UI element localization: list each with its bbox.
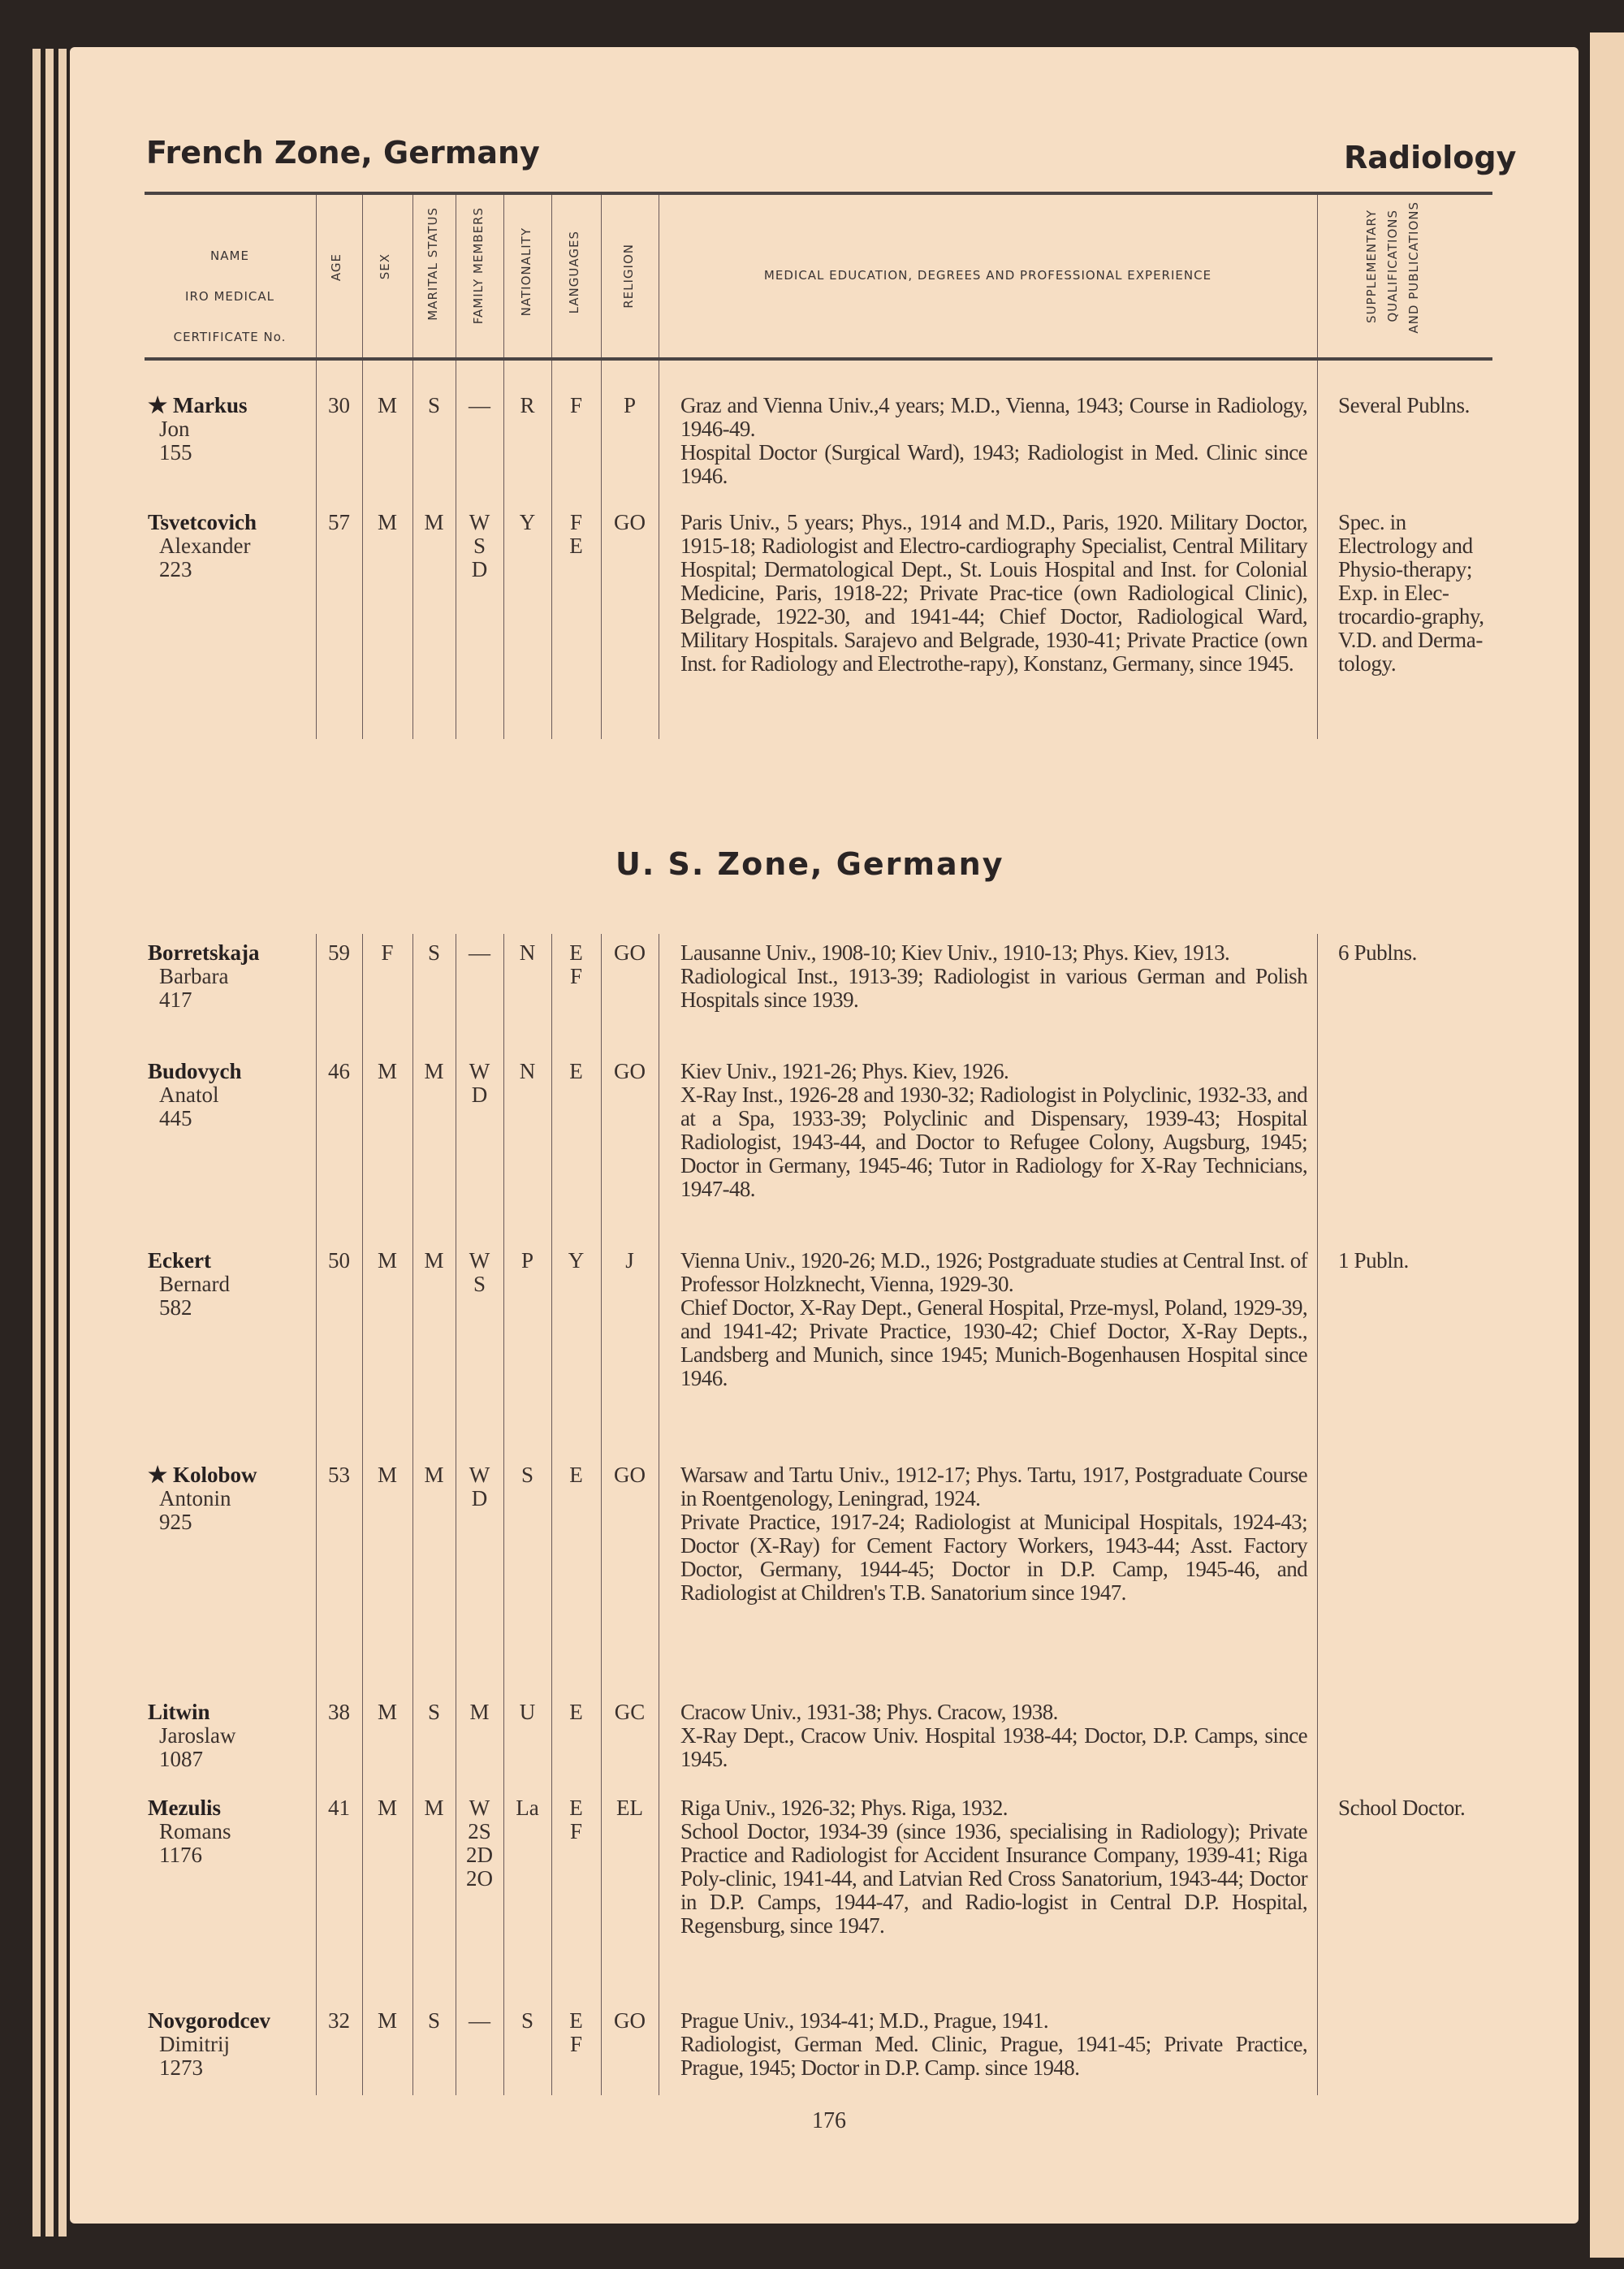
subject-title: Radiology [1344,140,1517,175]
experience-paragraph: Vienna Univ., 1920-26; M.D., 1926; Postgraduate studies at Central Inst. of Professor Holzknecht, Vienna, 1929-30. [680,1248,1307,1296]
family-value: W [469,1463,490,1487]
cell-family [456,941,503,965]
column-header-languages: LANGUAGES [567,231,581,314]
given-name: Jaroslaw [159,1723,236,1748]
age-value: 41 [328,1796,350,1820]
languages-value: E [569,1059,583,1083]
age-value: 50 [328,1248,350,1273]
languages-value: E [569,1700,583,1724]
languages-value: E [569,940,583,965]
family-value: 2D [466,1843,493,1867]
cell-languages [551,1796,601,1843]
cell-sex [362,1060,412,1083]
cell-religion [601,1701,659,1724]
religion-value: GO [614,2008,646,2033]
cell-nationality [503,1060,551,1083]
cell-marital [412,1060,456,1083]
header-rule-bottom [145,357,1492,361]
column-header-sup-1: SUPPLEMENTARY [1364,210,1379,323]
column-header-family: FAMILY MEMBERS [471,207,486,325]
age-value: 59 [328,940,350,965]
cell-marital [412,394,456,417]
cell-family [456,1060,503,1107]
column-header-sex: SEX [378,253,392,280]
column-header-sup-2: QUALIFICATIONS [1385,210,1400,322]
family-value: S [473,1272,486,1296]
family-value: W [469,1059,490,1083]
column-divider [551,934,552,2095]
religion-value: GC [614,1700,646,1724]
cell-religion [601,394,659,417]
cell-nationality [503,1463,551,1487]
sex-value: M [377,1700,397,1724]
cell-religion [601,2009,659,2033]
languages-value: F [569,393,583,417]
nationality-value: U [519,1700,536,1724]
family-value: 2O [466,1866,493,1891]
section-title: U. S. Zone, Germany [615,846,1004,882]
header-rule-top [145,192,1492,195]
column-header-sup-3: AND PUBLICATIONS [1406,201,1421,334]
cell-religion [601,1249,659,1273]
cell-sex [362,1249,412,1273]
given-name: Barbara [159,964,229,988]
zone-title: French Zone, Germany [146,135,540,171]
sex-value: M [377,2008,397,2033]
religion-value: GO [614,1059,646,1083]
experience-text [680,1463,1307,1605]
surname: ★ Kolobow [148,1463,257,1487]
entry-name [148,2009,310,2080]
cell-marital [412,941,456,965]
languages-value: F [569,510,583,534]
marital-value: M [424,1796,444,1820]
column-header-religion: RELIGION [621,244,636,309]
nationality-value: R [520,393,535,417]
sex-value: M [377,393,397,417]
marital-value: M [424,1059,444,1083]
cell-religion [601,1060,659,1083]
certificate-number: 1273 [159,2055,203,2080]
page-edge [58,49,67,2237]
experience-paragraph: Lausanne Univ., 1908-10; Kiev Univ., 1910-13; Phys. Kiev, 1913. [680,940,1230,965]
age-value: 53 [328,1463,350,1487]
cell-languages [551,941,601,988]
cell-age [316,1796,362,1820]
cell-nationality [503,2009,551,2033]
cell-age [316,1463,362,1487]
experience-text [680,1796,1307,1938]
cell-sex [362,1701,412,1724]
next-page-edge [1590,32,1624,2258]
sex-value: M [377,1248,397,1273]
family-value: W [469,510,490,534]
entry-name [148,1701,310,1771]
column-divider [316,934,317,2095]
column-divider [362,934,363,2095]
column-header-name [145,236,315,357]
cell-languages [551,1249,601,1273]
religion-value: J [625,1248,634,1273]
name-label: NAME [210,249,249,263]
entry-name [148,941,310,1012]
languages-value: E [569,534,583,558]
family-value: — [469,2008,490,2033]
sex-value: M [377,1463,397,1487]
cell-family [456,1701,503,1724]
experience-paragraph: Kiev Univ., 1921-26; Phys. Kiev, 1926. [680,1059,1009,1083]
given-name: Anatol [159,1083,219,1107]
nationality-value: P [520,1248,534,1273]
supplementary-text: Several Publns. [1338,393,1470,417]
surname: Novgorodcev [148,2008,270,2033]
certificate-number: 445 [159,1106,192,1130]
cell-age [316,1249,362,1273]
cell-religion [601,511,659,534]
entry-name [148,1060,310,1130]
experience-paragraph: Radiological Inst., 1913-39; Radiologist in various German and Polish Hospitals since 1939. [680,964,1307,1012]
marital-value: M [424,1248,444,1273]
family-value: 2S [468,1819,491,1843]
given-name: Jon [159,417,190,441]
surname: Tsvetcovich [148,510,257,534]
certificate-number: 223 [159,557,192,581]
given-name: Bernard [159,1272,230,1296]
entry-name [148,1249,310,1320]
experience-text [680,2009,1307,2080]
cell-nationality [503,1701,551,1724]
cell-family [456,394,503,417]
column-divider [601,934,602,2095]
certificate-number: 925 [159,1510,192,1534]
supplementary-text: Spec. in Electrology and Physio-therapy; Exp. in Elec-trocardio-graphy, V.D. and Derma-tology. [1338,510,1484,676]
family-value: D [471,557,488,581]
entry-name [148,1463,310,1534]
marital-value: S [427,393,441,417]
page-edge [45,49,54,2237]
column-divider [412,934,413,2095]
cell-marital [412,1463,456,1487]
surname: Litwin [148,1700,210,1724]
cell-nationality [503,941,551,965]
certificate-number: 1176 [159,1843,202,1867]
experience-paragraph: Riga Univ., 1926-32; Phys. Riga, 1932. [680,1796,1008,1820]
experience-text [680,511,1307,676]
certificate-number: 417 [159,988,192,1012]
cell-nationality [503,1796,551,1820]
family-value: M [469,1700,490,1724]
experience-paragraph: X-Ray Inst., 1926-28 and 1930-32; Radiologist in Polyclinic, 1932-33, and at a Spa, 1933-39; Polyclinic and Dispensary, 1939-43; Hospital Radiologist, 1943-44, and Doctor to Refugee Colony, Augsburg, 1945; Doctor in Germany, 1945-46; Tutor in Radiology for X-Ray Technicians, 1947-48. [680,1083,1307,1201]
column-divider [316,195,317,357]
cell-languages [551,1463,601,1487]
family-value: — [469,393,490,417]
experience-text [680,1060,1307,1201]
experience-paragraph: Chief Doctor, X-Ray Dept., General Hospital, Prze-mysl, Poland, 1929-39, and 1941-42; Private Practice, 1930-42; Chief Doctor, X-Ray Depts., Landsberg and Munich, since 1945; Munich-Bogenhausen Hospital since 1946. [680,1295,1307,1390]
family-value: — [469,940,490,965]
marital-value: M [424,510,444,534]
cell-family [456,1463,503,1511]
marital-value: S [427,2008,441,2033]
age-value: 32 [328,2008,350,2033]
experience-paragraph: Radiologist, German Med. Clinic, Prague, 1941-45; Private Practice, Prague, 1945; Doctor in D.P. Camp. since 1948. [680,2032,1307,2080]
experience-paragraph: Prague Univ., 1934-41; M.D., Prague, 1941. [680,2008,1048,2033]
family-value: W [469,1248,490,1273]
given-name: Dimitrij [159,2032,230,2056]
column-header-age: AGE [329,253,343,282]
supplementary-text: School Doctor. [1338,1796,1466,1820]
column-divider [1317,361,1318,739]
cell-marital [412,511,456,534]
cell-religion [601,1796,659,1820]
experience-text [680,394,1307,488]
family-value: S [473,534,486,558]
entry-name [148,511,310,581]
cell-nationality [503,394,551,417]
cell-age [316,1060,362,1083]
family-value: D [471,1486,488,1511]
cell-family [456,2009,503,2033]
experience-paragraph: Cracow Univ., 1931-38; Phys. Cracow, 1938. [680,1700,1058,1724]
certificate-number: 155 [159,440,192,465]
experience-paragraph: Hospital Doctor (Surgical Ward), 1943; Radiologist in Med. Clinic since 1946. [680,440,1307,488]
marital-value: M [424,1463,444,1487]
supplementary-text: 6 Publns. [1338,940,1417,965]
nationality-value: Y [519,510,536,534]
cell-age [316,1701,362,1724]
languages-value: F [569,964,583,988]
column-header-nationality: NATIONALITY [519,227,533,317]
surname: Budovych [148,1059,242,1083]
family-value: W [469,1796,490,1820]
nationality-value: N [519,940,536,965]
column-header-marital: MARITAL STATUS [425,207,440,321]
supplementary-text: 1 Publn. [1338,1248,1409,1273]
age-value: 38 [328,1700,350,1724]
religion-value: GO [614,1463,646,1487]
cell-sex [362,941,412,965]
column-divider [362,195,363,357]
cell-marital [412,1249,456,1273]
sex-value: M [377,510,397,534]
cell-languages [551,511,601,558]
cell-age [316,2009,362,2033]
nationality-value: N [519,1059,536,1083]
experience-text [680,1249,1307,1390]
page-edge [32,49,41,2237]
cell-languages [551,2009,601,2056]
sex-value: F [381,940,394,965]
cell-languages [551,1060,601,1083]
certificate-number: 1087 [159,1747,203,1771]
experience-paragraph: X-Ray Dept., Cracow Univ. Hospital 1938-44; Doctor, D.P. Camps, since 1945. [680,1723,1307,1771]
certificate-number: 582 [159,1295,192,1320]
languages-value: E [569,1463,583,1487]
column-divider [503,195,504,357]
column-divider [601,195,602,357]
religion-value: EL [616,1796,643,1820]
cert-label: IRO MEDICAL [185,289,274,304]
experience-paragraph: Private Practice, 1917-24; Radiologist at Municipal Hospitals, 1924-43; Doctor (X-Ray) for Cement Factory Workers, 1943-44; Asst. Factory Doctor, Germany, 1944-45; Doctor in D.P. Camp, 1945-46, and Radiologist at Children's T.B. Sanatorium since 1947. [680,1510,1307,1605]
page-number: 176 [812,2108,846,2133]
sex-value: M [377,1796,397,1820]
languages-value: F [569,1819,583,1843]
cert-label-2: CERTIFICATE No. [173,330,287,344]
surname: Borretskaja [148,940,260,965]
experience-text [680,1701,1307,1771]
family-value: D [471,1083,488,1107]
cell-sex [362,1463,412,1487]
given-name: Romans [159,1819,231,1843]
cell-languages [551,1701,601,1724]
surname: Mezulis [148,1796,221,1820]
surname: Eckert [148,1248,211,1273]
marital-value: S [427,1700,441,1724]
cell-family [456,511,503,581]
religion-value: GO [614,510,646,534]
given-name: Antonin [159,1486,231,1511]
marital-value: S [427,940,441,965]
cell-sex [362,511,412,534]
languages-value: Y [568,1248,585,1273]
experience-text [680,941,1307,1012]
experience-paragraph: Graz and Vienna Univ.,4 years; M.D., Vienna, 1943; Course in Radiology, 1946-49. [680,393,1307,441]
cell-nationality [503,511,551,534]
cell-religion [601,1463,659,1487]
column-divider [1317,934,1318,2095]
entry-name [148,394,310,465]
column-divider [551,195,552,357]
cell-family [456,1796,503,1891]
cell-marital [412,1796,456,1820]
column-header-experience: MEDICAL EDUCATION, DEGREES AND PROFESSIONAL EXPERIENCE [763,268,1212,283]
cell-age [316,511,362,534]
nationality-value: La [516,1796,539,1820]
column-divider [503,934,504,2095]
religion-value: GO [614,940,646,965]
cell-nationality [503,1249,551,1273]
experience-paragraph: Paris Univ., 5 years; Phys., 1914 and M.D., Paris, 1920. Military Doctor, 1915-18; Radiologist and Electro-cardiography Specialist, Central Military Hospital; Dermatological Dept., St. Louis Hospital and Inst. for Colonial Medicine, Paris, 1918-22; Private Prac-tice (own Radiological Clinic), Belgrade, 1922-30, and 1941-44; Chief Doctor, Radiological Ward, Military Hospitals. Sarajevo and Belgrade, 1930-41; Private Practice (own Inst. for Radiology and Electrothe-rapy), Konstanz, Germany, since 1945. [680,510,1307,676]
cell-marital [412,1701,456,1724]
experience-paragraph: School Doctor, 1934-39 (since 1936, specialising in Radiology); Private Practice and Radiologist for Accident Insurance Company, 1939-41; Riga Poly-clinic, 1941-44, and Latvian Red Cross Sanatorium, 1943-44; Doctor in D.P. Camps, 1944-47, and Radio-logist in Central D.P. Hospital, Regensburg, since 1947. [680,1819,1307,1938]
column-divider [412,195,413,357]
cell-languages [551,394,601,417]
age-value: 46 [328,1059,350,1083]
cell-sex [362,1796,412,1820]
age-value: 57 [328,510,350,534]
cell-age [316,941,362,965]
nationality-value: S [520,2008,534,2033]
cell-age [316,394,362,417]
experience-paragraph: Warsaw and Tartu Univ., 1912-17; Phys. Tartu, 1917, Postgraduate Course in Roentgenology, Leningrad, 1924. [680,1463,1307,1511]
cell-sex [362,394,412,417]
sex-value: M [377,1059,397,1083]
column-divider [1317,195,1318,357]
religion-value: P [623,393,637,417]
surname: ★ Markus [148,393,248,417]
entry-name [148,1796,310,1867]
languages-value: E [569,1796,583,1820]
age-value: 30 [328,393,350,417]
nationality-value: S [520,1463,534,1487]
cell-religion [601,941,659,965]
cell-family [456,1249,503,1296]
cell-marital [412,2009,456,2033]
languages-value: E [569,2008,583,2033]
cell-sex [362,2009,412,2033]
given-name: Alexander [159,534,251,558]
languages-value: F [569,2032,583,2056]
